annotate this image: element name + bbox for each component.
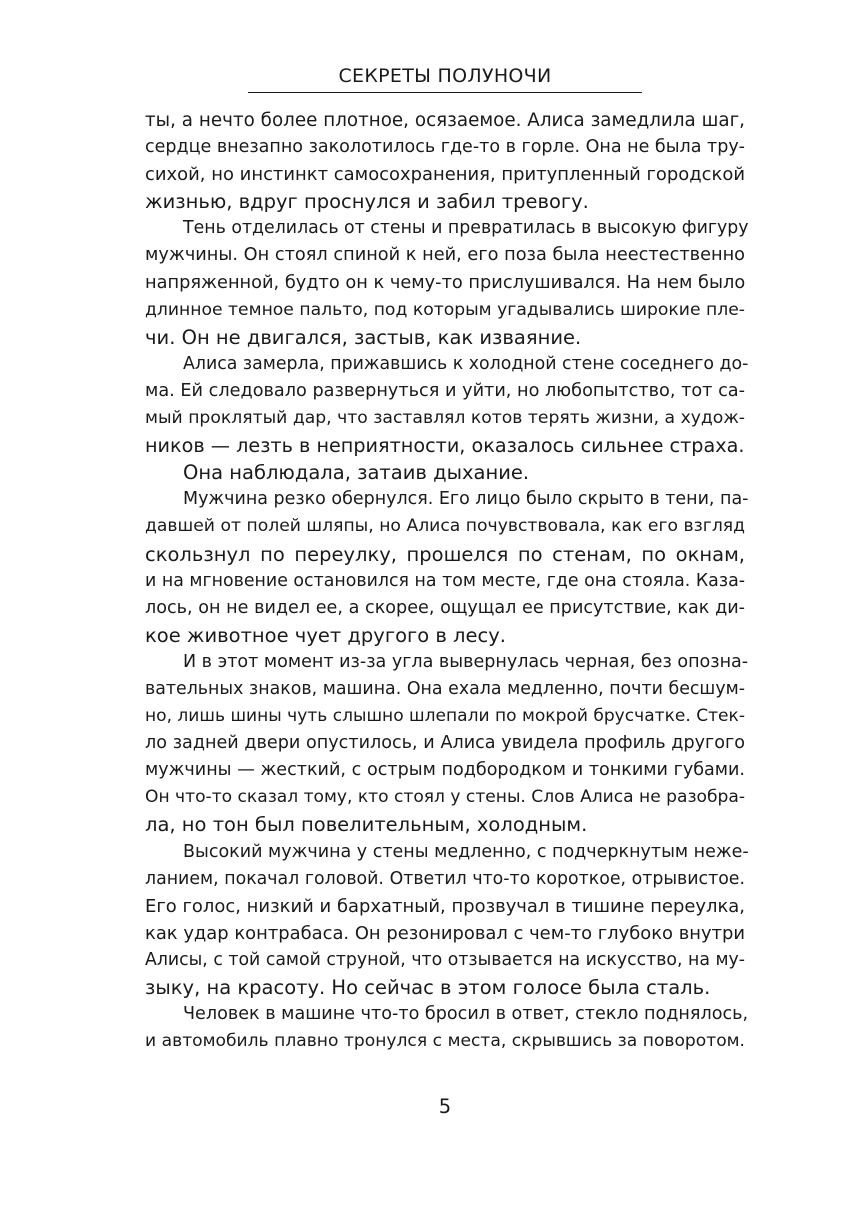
text-line: но, лишь шины чуть слышно шлепали по мокрой брусчатке. Стек- — [145, 706, 745, 727]
text-line: Мужчина резко обернулся. Его лицо было скрыто в тени, па- — [183, 489, 749, 510]
text-line: кое животное чует другого в лесу. — [145, 623, 506, 647]
text-line: ланием, покачал головой. Ответил что-то короткое, отрывистое. — [145, 868, 745, 889]
text-line: ты, а нечто более плотное, осязаемое. Алиса замедлила шаг, — [145, 110, 745, 131]
text-line: Высокий мужчина у стены медленно, с подчеркнутым неже- — [183, 841, 749, 862]
text-line: Человек в машине что-то бросил в ответ, стекло поднялось, — [183, 1004, 749, 1025]
text-line: мужчины — жесткий, с острым подбородком и тонкими губами. — [145, 760, 745, 781]
text-line: мый проклятый дар, что заставлял котов терять жизни, а худож- — [145, 408, 745, 429]
text-line: длинное темное пальто, под которым угадывались широкие пле- — [145, 299, 745, 320]
text-line: Алисы, с той самой струной, что отзывается на искусство, на му- — [145, 949, 745, 970]
text-line: И в этот момент из-за угла вывернулась черная, без опозна- — [183, 651, 749, 672]
text-line: ла, но тон был повелительным, холодным. — [145, 813, 588, 837]
text-line: Алиса замерла, прижавшись к холодной стене соседнего до- — [183, 353, 749, 374]
text-line: сердце внезапно заколотилось где-то в горле. Она не была тру- — [145, 137, 745, 158]
text-line: и на мгновение остановился на том месте, где она стояла. Каза- — [145, 570, 745, 591]
text-line: ма. Ей следовало развернуться и уйти, но любопытство, тот са- — [145, 380, 745, 401]
text-line: как удар контрабаса. Он резонировал с чем-то глубоко внутри — [145, 922, 745, 944]
text-line: жизнью, вдруг проснулся и забил тревогу. — [145, 190, 589, 214]
page-number: 5 — [438, 1095, 452, 1118]
running-title: СЕКРЕТЫ ПОЛУНОЧИ — [338, 65, 552, 87]
text-line: Она наблюдала, затаив дыхание. — [183, 461, 530, 485]
header-rule — [248, 92, 642, 93]
text-line: мужчины. Он стоял спиной к ней, его поза была неестественно — [145, 245, 745, 266]
text-line: зыку, на красоту. Но сейчас в этом голосе была сталь. — [145, 976, 711, 999]
text-line: чи. Он не двигался, застыв, как изваяние. — [145, 325, 582, 349]
text-line: ников — лезть в неприятности, оказалось сильнее страха. — [145, 434, 745, 458]
text-line: сихой, но инстинкт самосохранения, притупленный городской — [145, 164, 745, 186]
text-line: напряженной, будто он к чему-то прислушивался. На нем было — [145, 272, 746, 293]
text-line: ло задней двери опустилось, и Алиса увидела профиль другого — [145, 733, 745, 754]
text-line: Его голос, низкий и бархатный, прозвучал в тишине переулка, — [145, 895, 745, 917]
text-line: скользнул по переулку, прошелся по стенам, по окнам, — [145, 542, 745, 566]
body-text — [145, 107, 749, 1055]
text-line: вательных знаков, машина. Она ехала медленно, почти бесшум- — [145, 678, 745, 699]
text-line: и автомобиль плавно тронулся с места, скрывшись за поворотом. — [145, 1031, 745, 1052]
text-line: лось, он не видел ее, а скорее, ощущал ее присутствие, как ди- — [145, 597, 745, 618]
text-line: Тень отделилась от стены и превратилась в высокую фигуру — [183, 218, 749, 239]
text-line: Он что-то сказал тому, кто стоял у стены. Слов Алиса не разобра- — [145, 787, 745, 808]
text-line: давшей от полей шляпы, но Алиса почувствовала, как его взгляд — [145, 516, 745, 537]
